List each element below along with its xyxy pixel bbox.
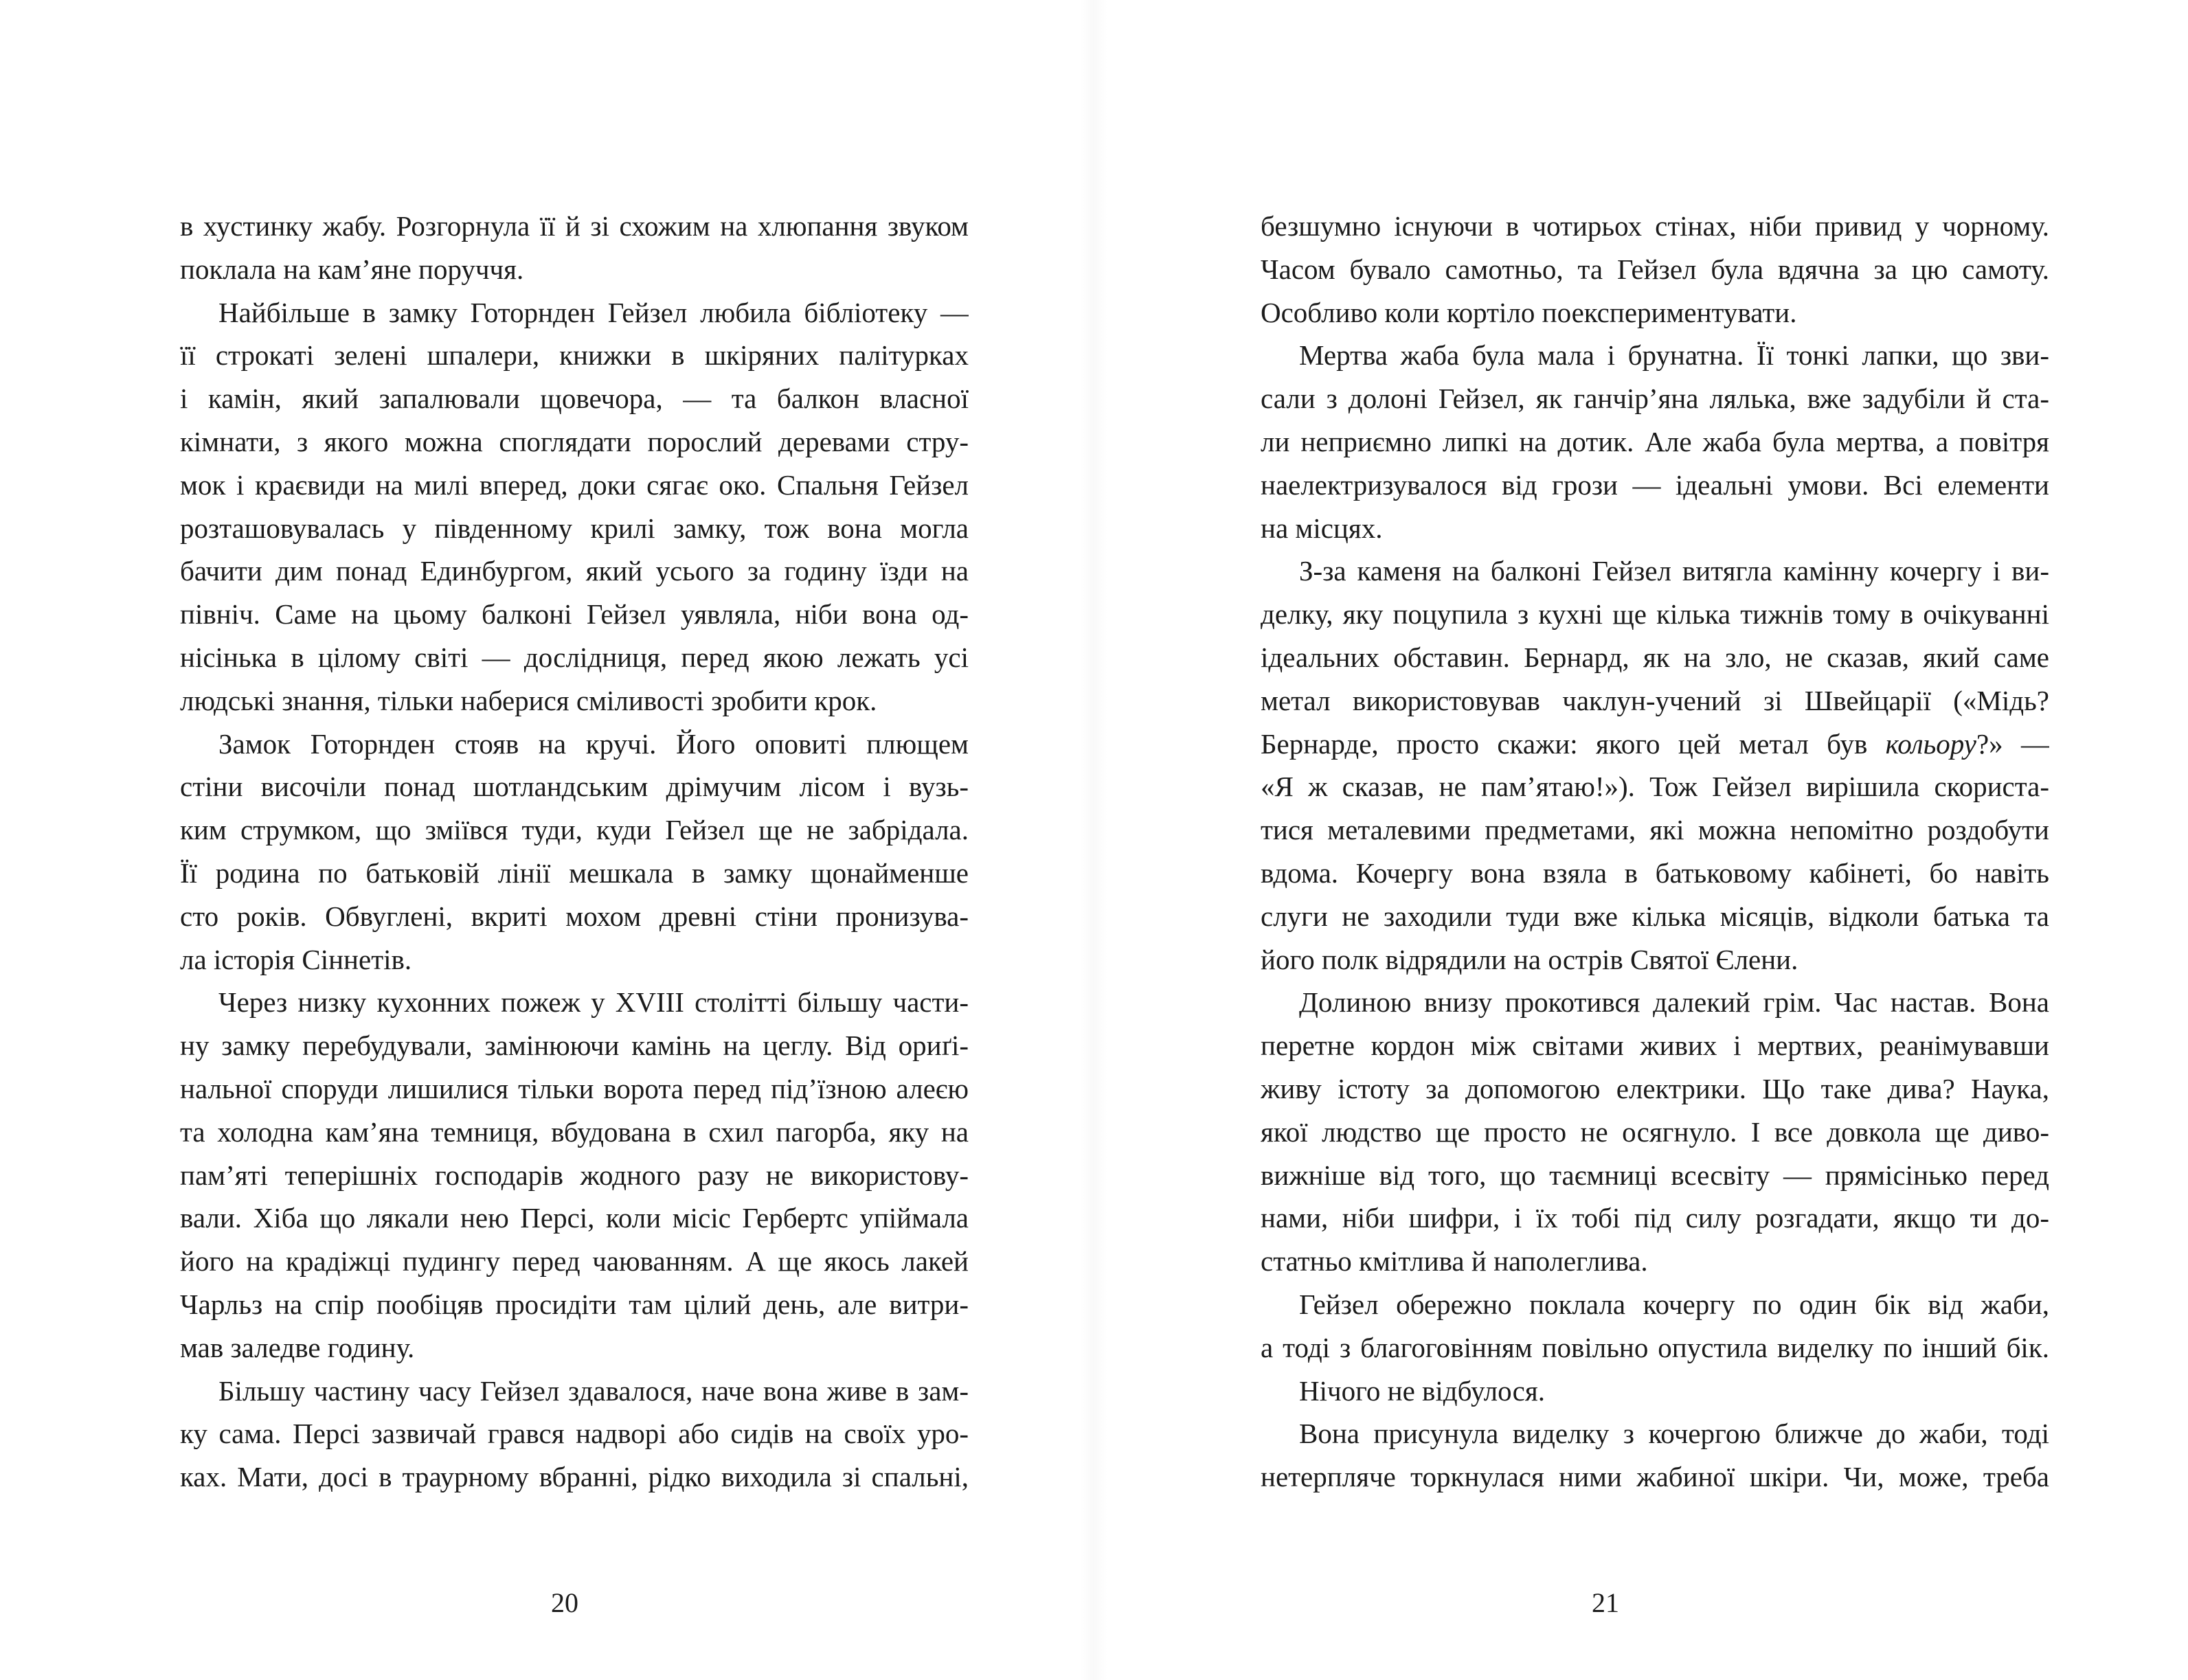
page-number: 21: [1592, 1587, 1619, 1618]
text-line: нами, ніби шифри, і їх тобі під силу розгадати, якщо ти до-: [1261, 1202, 2049, 1234]
right-page-text: [1261, 205, 2049, 1499]
text-line: якої людство ще просто не осягнуло. І все довкола ще диво-: [1261, 1115, 2049, 1148]
text-line: слуги не заходили туди вже кілька місяців, відколи батька та: [1261, 900, 2049, 932]
text-line: «Я ж сказав, не пам’ятаю!»). Тож Гейзел вирішила скориста-: [1261, 771, 2049, 803]
text-line: Чарльз на спір пообіцяв просидіти там цілий день, але витри-: [180, 1288, 969, 1320]
text-line: людські знання, тільки наберися сміливості зробити крок.: [180, 684, 877, 716]
text-line: статньо кмітлива й наполеглива.: [1261, 1245, 1648, 1278]
text-line: Її родина по батьковій лінії мешкала в замку щонайменше: [180, 856, 969, 889]
text-line-with-italic: [1261, 723, 2049, 766]
text-line: мок і краєвиди на милі вперед, доки сягає око. Спальня Гейзел: [180, 468, 969, 501]
text-line: на місцях.: [1261, 512, 1383, 544]
text-segment: ?» —: [1976, 727, 2049, 760]
text-line: Гейзел обережно поклала кочергу по один бік від жаби,: [1299, 1288, 2049, 1320]
text-line: його на крадіжці пудингу перед чаюванням. А ще якось лакей: [180, 1245, 969, 1278]
text-line: розташовувалась у південному крилі замку, тож вона могла: [180, 512, 969, 544]
text-line: сто років. Обвуглені, вкриті мохом древні стіни пронизува-: [180, 900, 969, 932]
text-line: З-за каменя на балконі Гейзел витягла камінну кочергу і ви-: [1299, 555, 2049, 587]
text-line: безшумно існуючи в чотирьох стінах, ніби привид у чорному.: [1261, 210, 2049, 242]
text-line: Вона присунула виделку з кочергою ближче до жаби, тоді: [1299, 1418, 2049, 1450]
text-line: ли неприємно липкі на дотик. Але жаба була мертва, а повітря: [1261, 425, 2049, 457]
text-line: Долиною внизу прокотився далекий грім. Час настав. Вона: [1299, 986, 2049, 1019]
text-line: ку сама. Персі зазвичай грався надворі або сидів на своїх уро-: [180, 1418, 969, 1450]
text-line: живу істоту за допомогою електрики. Що таке дива? Наука,: [1261, 1072, 2049, 1104]
text-line: Особливо коли кортіло поекспериментувати.: [1261, 296, 1797, 328]
text-line: вижніше від того, що таємниці всесвіту — прямісінько перед: [1261, 1159, 2049, 1191]
text-line: тися металевими предметами, які можна непомітно роздобути: [1261, 814, 2049, 846]
text-line: делку, яку поцупила з кухні ще кілька тижнів тому в очікуванні: [1261, 598, 2049, 631]
text-line: Через низку кухонних пожеж у XVIII столітті більшу части-: [218, 986, 969, 1019]
left-page-text: [180, 205, 969, 1499]
text-line: перетне кордон між світами живих і мертвих, реанімувавши: [1261, 1030, 2049, 1062]
text-line: Часом бувало самотньо, та Гейзел була вдячна за цю самоту.: [1261, 253, 2049, 285]
text-line: Замок Готорнден стояв на кручі. Його оповиті плющем: [218, 727, 969, 760]
text-line: і камін, який запалювали щовечора, — та балкон власної: [180, 383, 969, 415]
text-line: північ. Саме на цьому балконі Гейзел уявляла, ніби вона од-: [180, 598, 969, 631]
text-line: нальної споруди лишилися тільки ворота перед під’їзною алеєю: [180, 1072, 969, 1104]
text-line: наелектризувалося від грози — ідеальні умови. Всі елементи: [1261, 468, 2049, 501]
italic-word: кольору: [1885, 727, 1976, 760]
text-line: Нічого не відбулося.: [1299, 1374, 1545, 1407]
text-line: Найбільше в замку Готорнден Гейзел любила бібліотеку —: [218, 296, 969, 328]
text-line: вдома. Кочергу вона взяла в батьковому кабінеті, бо навіть: [1261, 856, 2049, 889]
text-line: ким струмком, що зміївся туди, куди Гейзел ще не забрідала.: [180, 814, 969, 846]
right-page: [1094, 0, 2188, 1680]
text-line: бачити дим понад Единбургом, який усього за годину їзди на: [180, 555, 969, 587]
text-line: нетерпляче торкнулася ними жабиної шкіри. Чи, може, треба: [1261, 1461, 2049, 1493]
page-number: 20: [551, 1587, 578, 1618]
text-line: стіни височіли понад шотландським дрімучим лісом і вузь-: [180, 771, 969, 803]
text-line: Мертва жаба була мала і брунатна. Її тонкі лапки, що зви-: [1299, 339, 2049, 372]
text-line: ідеальних обставин. Бернард, як на зло, не сказав, який саме: [1261, 641, 2049, 673]
text-line: мав заледве годину.: [180, 1331, 415, 1363]
text-line: сали з долоні Гейзел, як ганчір’яна лялька, вже задубіли й ста-: [1261, 383, 2049, 415]
text-line: поклала на кам’яне поруччя.: [180, 253, 524, 285]
text-line: та холодна кам’яна темниця, вбудована в схил пагорба, яку на: [180, 1115, 969, 1148]
text-segment: Бернарде, просто скажи: якого цей метал був: [1261, 727, 1868, 760]
text-line: ла історія Сіннетів.: [180, 943, 412, 975]
text-line: ну замку перебудували, замінюючи камінь на цеглу. Від ориґі-: [180, 1030, 969, 1062]
text-line: його полк відрядили на острів Святої Єлени.: [1261, 943, 1798, 975]
text-line: Більшу частину часу Гейзел здавалося, наче вона живе в зам-: [218, 1374, 969, 1407]
text-line: нісінька в цілому світі — дослідниця, перед якою лежать усі: [180, 641, 969, 673]
text-line: її строкаті зелені шпалери, книжки в шкіряних палітурках: [180, 339, 969, 372]
text-line: пам’яті теперішніх господарів жодного разу не використову-: [180, 1159, 969, 1191]
text-line: в хустинку жабу. Розгорнула її й зі схожим на хлюпання звуком: [180, 210, 969, 242]
text-line: а тоді з благоговінням повільно опустила виделку по інший бік.: [1261, 1331, 2049, 1363]
text-line: ках. Мати, досі в траурному вбранні, рідко виходила зі спальні,: [180, 1461, 969, 1493]
text-line: вали. Хіба що лякали нею Персі, коли місіс Гербертс упіймала: [180, 1202, 969, 1234]
text-line: кімнати, з якого можна споглядати порослий деревами стру-: [180, 425, 969, 457]
text-line: метал використовував чаклун-учений зі Швейцарії («Мідь?: [1261, 684, 2049, 716]
